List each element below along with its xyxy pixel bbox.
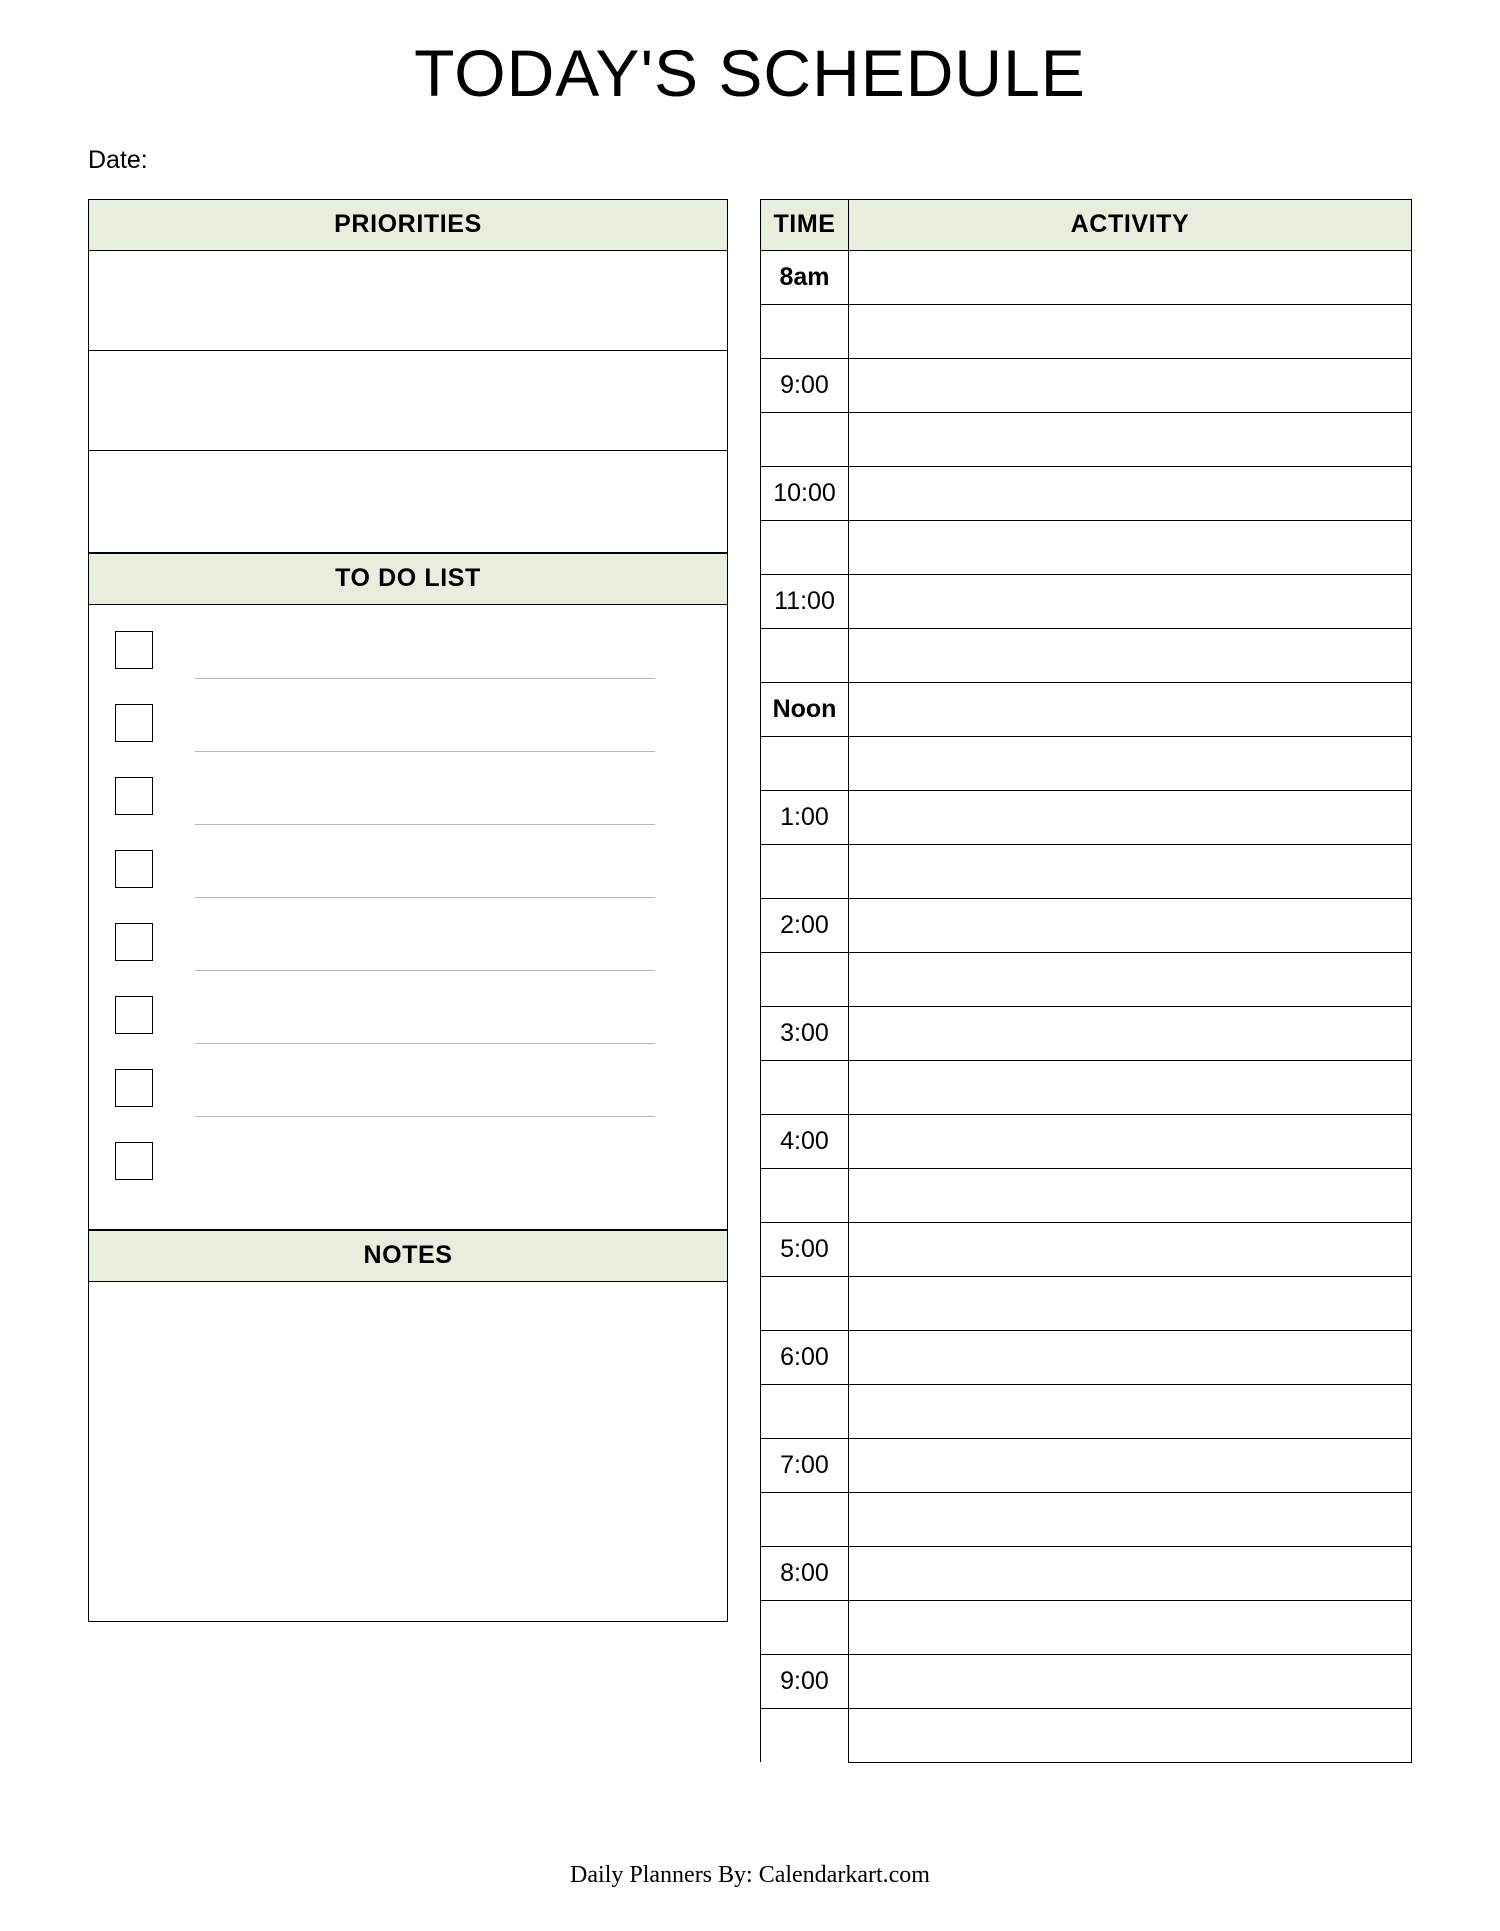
todo-item-field[interactable] (195, 923, 655, 971)
left-column (88, 199, 728, 1622)
table-row (761, 1330, 1412, 1384)
activity-field[interactable] (849, 628, 1412, 682)
table-row (761, 1438, 1412, 1492)
time-label (761, 1708, 849, 1762)
table-row (761, 1546, 1412, 1600)
checkbox-icon[interactable] (115, 923, 153, 961)
time-label: 5:00 (761, 1222, 849, 1276)
notes-header: NOTES (88, 1230, 728, 1282)
table-row (761, 952, 1412, 1006)
time-label (761, 736, 849, 790)
activity-field[interactable] (849, 250, 1412, 304)
activity-field[interactable] (849, 1276, 1412, 1330)
checkbox-icon[interactable] (115, 1142, 153, 1180)
time-label: 2:00 (761, 898, 849, 952)
todo-item-field[interactable] (195, 1142, 655, 1190)
table-row (761, 1114, 1412, 1168)
checkbox-icon[interactable] (115, 704, 153, 742)
table-row (761, 628, 1412, 682)
time-label: 11:00 (761, 574, 849, 628)
time-label: 7:00 (761, 1438, 849, 1492)
checkbox-icon[interactable] (115, 1069, 153, 1107)
todo-list-item[interactable] (89, 923, 727, 996)
activity-field[interactable] (849, 358, 1412, 412)
todo-item-field[interactable] (195, 777, 655, 825)
priorities-box (88, 251, 728, 553)
notes-field[interactable] (88, 1282, 728, 1622)
priority-row[interactable] (89, 351, 727, 451)
todo-list-item[interactable] (89, 850, 727, 923)
checkbox-icon[interactable] (115, 850, 153, 888)
priority-row[interactable] (89, 251, 727, 351)
table-row (761, 304, 1412, 358)
activity-field[interactable] (849, 844, 1412, 898)
activity-field[interactable] (849, 682, 1412, 736)
activity-field[interactable] (849, 1060, 1412, 1114)
page-title: TODAY'S SCHEDULE (414, 36, 1086, 110)
todo-item-field[interactable] (195, 631, 655, 679)
todo-list-item[interactable] (89, 777, 727, 850)
activity-field[interactable] (849, 736, 1412, 790)
activity-field[interactable] (849, 1600, 1412, 1654)
time-label (761, 304, 849, 358)
activity-field[interactable] (849, 1492, 1412, 1546)
table-row (761, 1276, 1412, 1330)
activity-field[interactable] (849, 1330, 1412, 1384)
table-row (761, 1492, 1412, 1546)
table-row (761, 358, 1412, 412)
activity-field[interactable] (849, 1708, 1412, 1762)
time-label (761, 628, 849, 682)
activity-field[interactable] (849, 304, 1412, 358)
table-row (761, 1060, 1412, 1114)
table-row (761, 1600, 1412, 1654)
priority-row[interactable] (89, 451, 727, 552)
activity-field[interactable] (849, 574, 1412, 628)
todo-box (88, 605, 728, 1230)
schedule-table (760, 199, 1412, 1763)
table-row (761, 574, 1412, 628)
schedule-body (761, 250, 1412, 1762)
todo-list-item[interactable] (89, 704, 727, 777)
time-label: 1:00 (761, 790, 849, 844)
time-label (761, 412, 849, 466)
activity-field[interactable] (849, 412, 1412, 466)
time-label: 3:00 (761, 1006, 849, 1060)
activity-field[interactable] (849, 1114, 1412, 1168)
todo-item-field[interactable] (195, 704, 655, 752)
date-row (88, 146, 1412, 175)
table-row (761, 682, 1412, 736)
todo-header: TO DO LIST (88, 553, 728, 605)
table-row (761, 412, 1412, 466)
table-row (761, 1222, 1412, 1276)
time-label (761, 1600, 849, 1654)
activity-field[interactable] (849, 1438, 1412, 1492)
table-row (761, 250, 1412, 304)
column-header-time: TIME (761, 199, 849, 250)
time-label: 6:00 (761, 1330, 849, 1384)
activity-field[interactable] (849, 520, 1412, 574)
priorities-header: PRIORITIES (88, 199, 728, 251)
footer-credit: Daily Planners By: Calendarkart.com (570, 1862, 930, 1888)
time-label (761, 1276, 849, 1330)
checkbox-icon[interactable] (115, 631, 153, 669)
activity-field[interactable] (849, 952, 1412, 1006)
time-label (761, 1384, 849, 1438)
table-row (761, 520, 1412, 574)
activity-field[interactable] (849, 1168, 1412, 1222)
activity-field[interactable] (849, 790, 1412, 844)
todo-list-item[interactable] (89, 631, 727, 704)
table-row (761, 1006, 1412, 1060)
activity-field[interactable] (849, 1006, 1412, 1060)
time-label: Noon (761, 682, 849, 736)
todo-item-field[interactable] (195, 1069, 655, 1117)
time-label: 10:00 (761, 466, 849, 520)
column-header-activity: ACTIVITY (849, 199, 1412, 250)
checkbox-icon[interactable] (115, 996, 153, 1034)
time-label (761, 520, 849, 574)
activity-field[interactable] (849, 1222, 1412, 1276)
checkbox-icon[interactable] (115, 777, 153, 815)
time-label (761, 952, 849, 1006)
table-row (761, 844, 1412, 898)
time-label: 8:00 (761, 1546, 849, 1600)
time-label (761, 844, 849, 898)
table-row (761, 736, 1412, 790)
time-label: 4:00 (761, 1114, 849, 1168)
time-label: 8am (761, 250, 849, 304)
activity-field[interactable] (849, 898, 1412, 952)
time-label: 9:00 (761, 1654, 849, 1708)
table-row (761, 1168, 1412, 1222)
date-label: Date: (88, 145, 148, 174)
content-columns (88, 199, 1412, 1763)
todo-list-item[interactable] (89, 996, 727, 1069)
table-row (761, 1384, 1412, 1438)
activity-field[interactable] (849, 466, 1412, 520)
table-row (761, 898, 1412, 952)
time-label (761, 1492, 849, 1546)
activity-field[interactable] (849, 1384, 1412, 1438)
table-row (761, 790, 1412, 844)
time-label (761, 1060, 849, 1114)
todo-list-item[interactable] (89, 1069, 727, 1142)
time-label: 9:00 (761, 358, 849, 412)
table-row (761, 1708, 1412, 1762)
planner-page (0, 36, 1500, 1931)
schedule-header-row (761, 199, 1412, 250)
right-column (760, 199, 1412, 1763)
table-row (761, 1654, 1412, 1708)
todo-item-field[interactable] (195, 996, 655, 1044)
activity-field[interactable] (849, 1654, 1412, 1708)
table-row (761, 466, 1412, 520)
activity-field[interactable] (849, 1546, 1412, 1600)
time-label (761, 1168, 849, 1222)
todo-item-field[interactable] (195, 850, 655, 898)
todo-list-item[interactable] (89, 1142, 727, 1215)
